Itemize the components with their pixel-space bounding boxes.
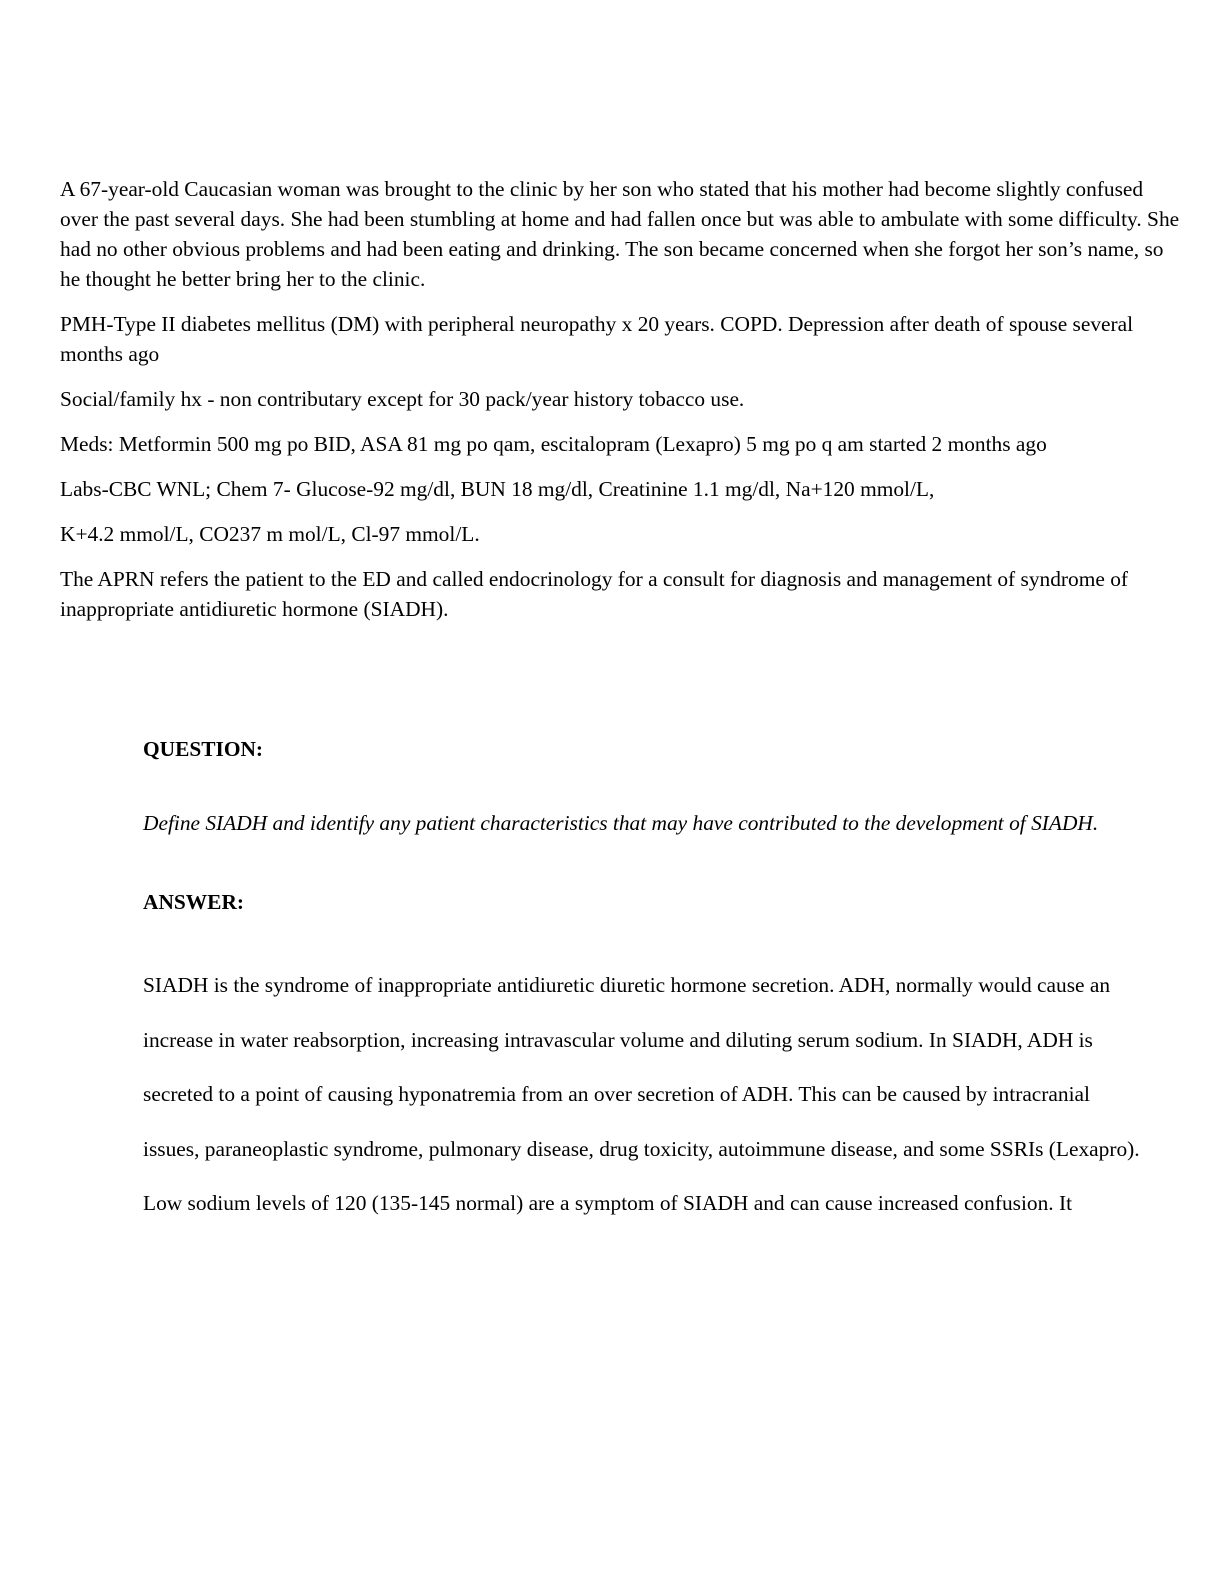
case-intro-paragraph: A 67-year-old Caucasian woman was brought to the clinic by her son who stated that his mother had become slightly confused over the past several days. She had been stumbling at home and had fallen once but was able to ambulate with some difficulty. She had no other obvious problems and had been eating and drinking. The son became concerned when she forgot her son’s name, so he thought he better bring her to the clinic.: [60, 177, 1180, 291]
answer-text: SIADH is the syndrome of inappropriate antidiuretic diuretic hormone secretion. ADH, normally would cause an increase in water reabsorption, increasing intravascular volume and diluting serum sodium. In SIADH, ADH is secreted to a point of causing hyponatremia from an over secretion of ADH. This can be caused by intracranial issues, paraneoplastic syndrome, pulmonary disease, drug toxicity, autoimmune disease, and some SSRIs (Lexapro). Low sodium levels of 120 (135-145 normal) are a symptom of SIADH and can cause increased confusion. It: [143, 973, 1140, 1215]
social-history-paragraph: Social/family hx - non contributary except for 30 pack/year history tobacco use.: [60, 387, 745, 411]
question-heading: QUESTION:: [143, 737, 264, 761]
referral-paragraph: The APRN refers the patient to the ED and called endocrinology for a consult for diagnosis and management of syndrome of inappropriate antidiuretic hormone (SIADH).: [60, 567, 1129, 621]
question-text: Define SIADH and identify any patient characteristics that may have contributed to the development of SIADH.: [143, 811, 1099, 835]
labs-paragraph-2: K+4.2 mmol/L, CO237 m mol/L, Cl-97 mmol/L.: [60, 522, 480, 546]
pmh-paragraph: PMH-Type II diabetes mellitus (DM) with peripheral neuropathy x 20 years. COPD. Depression after death of spouse several months ago: [60, 312, 1134, 366]
answer-heading: ANSWER:: [143, 890, 245, 914]
labs-paragraph-1: Labs-CBC WNL; Chem 7- Glucose-92 mg/dl, BUN 18 mg/dl, Creatinine 1.1 mg/dl, Na+120 mmol/L,: [60, 477, 935, 501]
medications-paragraph: Meds: Metformin 500 mg po BID, ASA 81 mg po qam, escitalopram (Lexapro) 5 mg po q am started 2 months ago: [60, 432, 1047, 456]
case-study: [60, 174, 1180, 639]
question-answer-section: [143, 734, 1143, 1231]
